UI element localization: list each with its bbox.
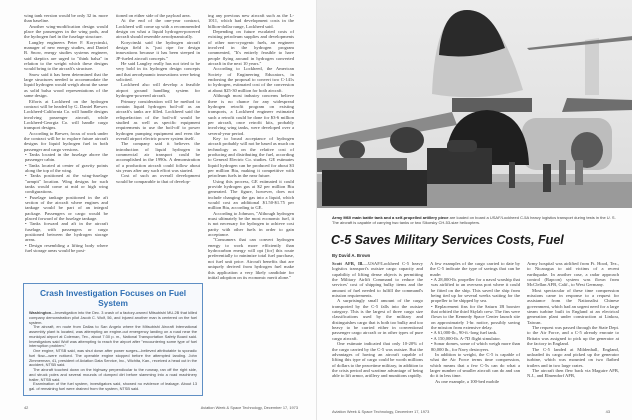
article-paragraph: Although most industry concerns believe there is no chance for any widespread hydrogen retrofit program on existing transports, a Lockheed engineer estimated such a retrofit could be done for $3-6 million per aircraft, once retrofit kits, probably involving wing tanks, were developed over a several-year period. [208, 93, 294, 136]
article-paragraph: Korycinski said the hydrogen aircraft design field is "just ripe for design innovations because it has been steeped in JP-fueled aircraft concepts." [116, 39, 200, 61]
caption-lead: Army M60 main battle tank and a self-propelled artillery piece [332, 215, 449, 220]
article-paragraph: According to Brewer, focus of work under the contract will be to explore future aircraft designs for liquid hydrogen fuel in both passenger and cargo versions. [24, 130, 108, 152]
article-paragraph: Most spectacular of these time compression missions came in response to a request for assistance from the Nationalist Chinese government, which had an urgent need for a large steam turbine built in England at an electrical generation plant under construction at Linkou, Taiwan. [527, 287, 619, 325]
article-paragraph: • A 61,000-lb., 90-ft.-long fuel tank. [431, 330, 498, 336]
article-paragraph: Cost of such an overall development would be comparable to that of develop- [116, 173, 200, 184]
article-paragraph: At the end of the one-year contract, Lockheed will come up with a recommended design on what a liquid hydrogen-powered aircraft should resemble aerodynamically. [116, 18, 200, 40]
article-paragraph: tioned on either side of the payload area. [116, 13, 191, 18]
right-page [316, 0, 632, 420]
article-paragraph: "Consumers that can convert hydrogen energy to work more efficiently than hydrocarbon energy will opt [for] this route preferentially to minimize total fuel purchase, not fuel unit price. Aircraft benefits that are uniquely derived from hydrogen fuel make this application a very likely candidate for initial adoption on its economic merit alone." [208, 237, 294, 280]
article-paragraph: He said Langley really has not tried to be very bold in its hydrogen design concepts and that aerodynamic innovations were being solicited. [116, 61, 200, 83]
article-column-2 [116, 13, 200, 184]
article-column-3 [208, 13, 294, 280]
article-paragraph: • Tanks forward and aft in the aircraft fuselage, with passengers or cargo positioned between the hydrogen storage areas. [25, 221, 108, 243]
article-column-1 [332, 261, 423, 379]
sidebar-text: —Investigation into the Dec. 3 crash of a factory-owned Mitsubishi MU-2B that killed company demonstration pilot Jacob C. Wolf, 56, and injured another man is centered on the fuel system. [29, 310, 197, 325]
article-paragraph: A surprisingly small amount of the cargo transported by the C-5 falls into the outsize category. This is the largest of three cargo size classifications used by the military and distinguishes cargo that is both too bulky and too heavy to be carried either in conventional passenger cargo aircraft or in other types of pure cargo aircraft. [332, 298, 423, 341]
dateline: Scott AFB, Ill. [332, 261, 364, 266]
article-paragraph: Using this process, GE estimated it could provide hydrogen gas at $2 per million Btu generated. The figure, however, does not include changing the gas into a liquid, which would cost an additional $1.50-$1.75 per million Btu, according to GE. [208, 178, 294, 211]
article-paragraph: The company said it believes the introduction of liquid hydrogen in commercial air transport could be accomplished in the 1990s. A demonstration of a production aircraft could follow about six years after any such effort was started. [116, 141, 200, 173]
publication-footer: Aviation Week & Space Technology, December 17, 1973 [332, 409, 430, 414]
article-paragraph: ing any previous new aircraft such as the L-1011, which had development costs in the billion-dollar range, Lockheed said. [208, 13, 294, 29]
sidebar-paragraph [29, 311, 197, 325]
article-paragraph: Langley engineers Peter F. Korycinski, manager of new energy studies, and Daniel B. Snow, energy studies systems engineer, said skeptics are urged to "think balsa" in relation to the weight which these designs would bring to the aircraft's structure. [24, 39, 108, 72]
article-paragraph: • Tanks located at center of gravity points along the top of the wing. [25, 162, 108, 173]
sidebar-dateline: Washington [29, 310, 52, 315]
article-paragraph: The aircraft then flew back via Maguire AFB, N.J., and Elmendorf AFB, [527, 367, 619, 379]
article-paragraph: Snow said it has been determined that the large structures needed to accommodate the liquid hydrogen would weigh about the same as solid balsa wood representations of the same design. [24, 71, 108, 99]
tank [427, 148, 492, 184]
article-paragraph: • Fuselage tankage positioned in the aft section of the aircraft where engines and tankage would be part of an integral package. Passengers or cargo would be placed forward of the fuselage tankage. [25, 194, 108, 222]
article-headline: C-5 Saves Military Services Costs, Fuel [331, 233, 564, 247]
page-number: 43 [605, 409, 610, 414]
caption-text: are loaded on board a USAF/Lockheed C-5A heavy logistics transport during tests in the U. S. The aircraft is capable of carrying two tanks or two Sikorsky CH-53-size helicopters. [332, 215, 616, 225]
sidebar-paragraph: Examination of the fuel system, investigators said, showed no evidence of leakage. About 13 gal. of remaining fuel were drained from the system, NTSB said. [29, 381, 197, 391]
article-paragraph: • Tanks located in the fuselage above the passenger cabin. [25, 151, 108, 163]
sidebar-paragraph: The aircraft touched down on the highway perpendicular to the runway, ran off the right side, and struck poles and several mounds of dumped dirt before slamming into a road machinery trailer, NTSB said. [29, 367, 197, 382]
publication-footer: Aviation Week & Space Technology, December 17, 1973 [200, 405, 298, 410]
sidebar-paragraph: The aircraft, en route from Dallas to San Angelo where the Mitsubishi Aircraft International assembly plant is located, was attempting an engine-out emergency landing on a road near the municipal airport at Coleman, Tex., about 7:30 p. m., National Transportation Safety Board said. Investigators said Wolf was attempting to reach the airport after "encountering some type of fuel interruption problem." [29, 324, 197, 349]
article-paragraph: The C-5 landed at Mildenhall, England, unloaded its cargo and picked up the generator turbine, which was mounted on two flatbed trailers and in two large crates. [527, 346, 619, 368]
page-number: 42 [24, 405, 29, 410]
article-paragraph: • Tanks positioned at the wing-fuselage "armpit" location. Wing designs for such tanks would come at mid or high wing configurations. [25, 173, 108, 195]
sidebar-body [29, 311, 197, 392]
article-paragraph: Efforts at Lockheed on the hydrogen contract will be headed by G. Daniel Brewer. Lockheed-California Co. will handle designs involving passenger aircraft, while Lockheed-Georgia Co. will handle cargo transport designs. [24, 98, 108, 131]
article-paragraph: One estimate indicated that only 10-20% of the cargo carried by the C-5 was outsize. But the advantages of having an aircraft capable of lifting this type of cargo could be worth millions of dollars to the peacetime military, in addition to the crisis period and wartime advantage of being able to lift armor, artillery and munitions rapidly. [332, 341, 423, 379]
article-paragraph [332, 261, 423, 298]
article-text: —USAF/Lockheed C-5 heavy logistics transport's outsize cargo capacity and capability of lifting dense objects is permitting the Military Airlift Command to reduce the services' cost of shipping bulky items and the amount of fuel needed to fulfill the command's mission requirements. [332, 261, 423, 299]
article-paragraph: wing tank version would be only 32 in. more than baseline. [24, 13, 108, 24]
article-column-2 [430, 261, 520, 384]
sidebar-paragraph: One engine, NTSB said, was shut down after power surges—believed attributable to sporadic fuel flow—were noticed. The operable engine stopped before the attempted landing. John Zimmerman, 41, president of Aviation Data Service, Inc., Wichita, Kan., received a head cut in the accident, NTSB said. [29, 348, 197, 368]
article-paragraph: Depending on future escalated costs of existing petroleum supplies and developments of other non-cryogenic fuels, an engineer involved in the hydrogen program commented, "It's entirely feasible to have people flying around in hydrogen converted aircraft in the next 10 years." [208, 29, 294, 67]
c5-loading-photo [317, 0, 632, 208]
article-paragraph: Lockheed also will develop a feasible airport ground handling system for hydrogen-powered aircraft. [116, 82, 200, 99]
article-paragraph: Primary consideration will be method to contain liquid hydrogen boil-off as an aircraft's tanks are filled. Lockheed said the reliquefaction of the boil-off would be studied as well as specific equipment requirements to use the boil-off to power hydrogen pumping equipment and even the overall airport electric power system itself. [116, 98, 200, 141]
article-paragraph: • Design resembling a lifting body where fuel storage areas would be posi- [25, 242, 108, 254]
byline: By David A. Brown [332, 253, 371, 258]
article-paragraph: As one example, a 100-bed mobile [435, 378, 500, 384]
article-paragraph: According to Johnson, "Although hydrogen must ultimately be the most economic fuel, it is not necessary for hydrogen to achieve cost parity with other fuels in order to gain acceptance. [208, 210, 294, 238]
article-paragraph: Another wing-modification design would place the passengers in the wing pods, and the hydrogen fuel in the fuselage structure. [24, 23, 108, 40]
article-column-3 [527, 261, 619, 379]
article-paragraph: Army hospital was airlifted from Ft. Hood, Tex., to Nicaragua to aid victims of a recent earthquake. In another case, a radar approach control (Rapcon) system was flown from McClellan AFB, Calif., to West Germany. [527, 261, 619, 288]
article-paragraph: A few examples of the cargo carried to date by the C-5 indicate the type of savings that can be made: [430, 261, 520, 277]
article-column-1 [24, 13, 108, 253]
article-paragraph: In addition to weight, the C-5 is capable of what the Air Force terms time compression, which means that a few C-5s can do what a larger number of smaller aircraft can do and can do it in less time. [430, 351, 520, 379]
article-paragraph: • Replacement fins for the Saturn 1B booster that orbited the third Skylab crew. The fins were flown to the Kennedy Space Center launch site on approximately 1-hr. notice, possibly saving the mission from extensive delay. [431, 303, 520, 331]
article-paragraph: According to Lockheed, the American Society of Engineering Educators, in endorsing the proposal to convert two C-141s to hydrogen, estimated cost of the conversion at about $25-30 million for both aircraft. [208, 66, 294, 93]
article-paragraph: • A 150,000-lb. A-7D flight simulator. [431, 335, 501, 341]
article-paragraph: • A 28,000-lb. propeller for a naval warship that was airlifted to an overseas port where it could be fitted on the ship. This saved the ship from being tied up for several weeks waiting for the propeller to be shipped by sea. [431, 277, 520, 304]
crash-investigation-sidebar [23, 283, 203, 396]
artillery-piece [317, 158, 407, 172]
sidebar-title: Crash Investigation Focuses on Fuel System [39, 288, 187, 308]
article-paragraph: Key to broad acceptance of hydrogen aircraft probably will not be based as much on technology as on the relative cost of producing and distributing the fuel, according to General Electric Co. studies. GE estimates liquid hydrogen can be produced for about $3 per million Btu, making it competitive with petroleum fuels in the near future. [208, 135, 294, 179]
article-paragraph: The request was passed through the State Dept. to the Air Force, and a C-5 already enroute to Britain was assigned to pick up the generator at the factory in England. [527, 325, 620, 347]
article-paragraph: • Sonar domes, some of which weigh more than 80,000 lb., for Navy destroyers. [431, 341, 520, 352]
photo-caption [332, 216, 622, 226]
